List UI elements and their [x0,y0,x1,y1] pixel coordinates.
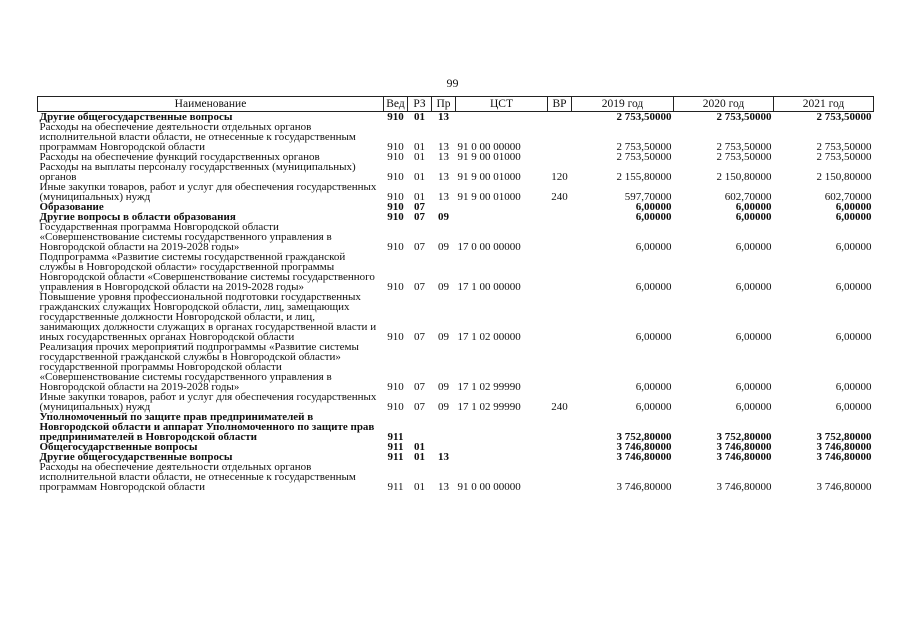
row-ved: 910 [387,401,404,413]
row-2021: 6,00000 [835,211,872,223]
row-cst: 17 1 02 99990 [457,401,521,413]
row-cst [456,112,548,123]
row-name: Расходы на обеспечение деятельности отдельных органов исполнительной власти области, не отнесенные к государственным программам Новгородской области [39,121,356,153]
header-ved: Вед [384,97,408,112]
row-rz: 07 [414,241,425,253]
row-2021: 3 746,80000 [816,441,872,453]
row-2021: 3 746,80000 [816,451,872,463]
row-2020: 2 753,50000 [716,111,772,123]
row-pr: 13 [438,171,449,183]
row-2019: 2 753,50000 [616,111,672,123]
row-pr: 09 [438,401,449,413]
row-2019: 6,00000 [635,381,672,393]
row-pr [432,412,456,442]
row-rz: 07 [414,201,425,213]
row-cst [456,202,548,212]
row-pr: 09 [438,281,449,293]
row-ved: 910 [387,151,404,163]
row-cst: 17 1 00 00000 [457,281,521,293]
row-pr: 09 [438,381,449,393]
row-pr: 09 [438,331,449,343]
row-2021: 6,00000 [835,381,872,393]
row-rz: 07 [414,211,425,223]
row-2020: 6,00000 [735,401,772,413]
table-row [38,292,874,342]
row-rz: 01 [414,481,425,493]
row-rz: 01 [414,191,425,203]
row-pr: 13 [438,481,449,493]
row-rz: 01 [414,441,425,453]
row-rz: 07 [414,331,425,343]
row-2020: 6,00000 [735,241,772,253]
row-2019: 6,00000 [635,201,672,213]
row-2020: 6,00000 [735,201,772,213]
row-rz [408,412,432,442]
row-name: Иные закупки товаров, работ и услуг для обеспечения государственных (муниципальных) нужд [39,181,377,203]
row-vr [548,222,572,252]
row-vr [548,112,572,123]
row-pr: 09 [438,241,449,253]
row-cst: 91 9 00 01000 [457,191,521,203]
row-2019: 597,70000 [624,191,672,203]
row-cst [456,412,548,442]
row-2020: 2 150,80000 [716,171,772,183]
header-rz: РЗ [408,97,432,112]
row-2019: 6,00000 [635,211,672,223]
row-2021: 6,00000 [835,201,872,213]
row-2019: 3 746,80000 [616,451,672,463]
row-2019: 6,00000 [635,241,672,253]
row-cst: 17 1 02 99990 [457,381,521,393]
row-2021: 2 753,50000 [816,151,872,163]
row-rz: 01 [414,451,425,463]
row-name: Другие общегосударственные вопросы [39,451,233,463]
row-name: Расходы на выплаты персоналу государственных (муниципальных) органов [39,161,356,183]
row-2021: 602,70000 [824,191,872,203]
row-2020: 3 746,80000 [716,441,772,453]
page-number: 99 [446,76,459,90]
row-ved: 911 [387,441,404,453]
row-2020: 6,00000 [735,281,772,293]
row-ved: 910 [387,211,404,223]
row-ved: 910 [387,201,404,213]
row-2020: 3 746,80000 [716,451,772,463]
row-2019: 6,00000 [635,401,672,413]
row-vr: 240 [551,401,568,413]
row-vr [548,252,572,292]
row-2020: 3 752,80000 [716,431,772,443]
table-row [38,252,874,292]
row-name: Другие общегосударственные вопросы [39,111,233,123]
row-pr: 13 [438,111,449,123]
row-ved: 910 [387,141,404,153]
row-name: Общегосударственные вопросы [39,441,198,453]
row-ved: 910 [387,381,404,393]
row-2019: 6,00000 [635,281,672,293]
header-2021: 2021 год [774,97,874,112]
row-name: Повышение уровня профессиональной подготовки государственных гражданских служащих Новгородской области, лиц, замещающих государственные должности Новгородской области, и лиц, занимающих должности служащих в органах государственной власти и иных государственных органах Новгородской области [39,291,377,343]
row-vr: 240 [551,191,568,203]
row-name: Подпрограмма «Развитие системы государственной гражданской службы в Новгородской области» государственной программы Новгородской области «Совершенствование системы государственного управления в Новгородской области на 2019-2028 годы» [39,251,375,293]
row-2019: 3 746,80000 [616,481,672,493]
row-cst [456,212,548,222]
row-2020: 6,00000 [735,211,772,223]
row-ved: 910 [387,241,404,253]
row-name: Иные закупки товаров, работ и услуг для обеспечения государственных (муниципальных) нужд [39,391,377,413]
row-name: Расходы на обеспечение деятельности отдельных органов исполнительной власти области, не отнесенные к государственным программам Новгородской области [39,461,356,493]
row-pr: 13 [438,451,449,463]
row-2021: 6,00000 [835,331,872,343]
row-vr [548,212,572,222]
row-name: Реализация прочих мероприятий подпрограммы «Развитие системы государственной гражданской службы в Новгородской области» государственной программы Новгородской области «Совершенствование системы государственного управления в Новгородской области на 2019-2028 годы» [39,341,359,393]
row-pr: 13 [438,151,449,163]
row-2020: 6,00000 [735,331,772,343]
row-2021: 6,00000 [835,401,872,413]
row-rz: 01 [414,151,425,163]
table-row [38,342,874,392]
row-2019: 3 752,80000 [616,431,672,443]
row-2019: 2 155,80000 [616,171,672,183]
row-name: Государственная программа Новгородской области «Совершенствование системы государственного управления в Новгородской области на 2019-2028 годы» [39,221,332,253]
row-2019: 3 746,80000 [616,441,672,453]
row-cst: 91 9 00 01000 [457,171,521,183]
row-2020: 6,00000 [735,381,772,393]
row-vr [548,452,572,462]
row-pr: 13 [438,191,449,203]
table-row [38,182,874,202]
row-rz: 07 [414,401,425,413]
row-2021: 6,00000 [835,241,872,253]
row-cst: 17 0 00 00000 [457,241,521,253]
row-2021: 3 746,80000 [816,481,872,493]
row-rz: 07 [414,381,425,393]
row-2019: 2 753,50000 [616,141,672,153]
row-cst [456,442,548,452]
table-row [38,222,874,252]
row-cst: 17 1 02 00000 [457,331,521,343]
row-vr: 120 [551,171,568,183]
row-ved: 911 [387,481,404,493]
row-cst: 91 0 00 00000 [457,141,521,153]
row-ved: 910 [387,331,404,343]
row-2021: 2 753,50000 [816,141,872,153]
row-2021: 3 752,80000 [816,431,872,443]
row-vr [548,122,572,152]
row-2020: 2 753,50000 [716,141,772,153]
row-ved: 910 [387,191,404,203]
row-pr: 09 [438,211,449,223]
row-2019: 2 753,50000 [616,151,672,163]
table-row [38,392,874,412]
header-cst: ЦСТ [456,97,548,112]
row-2020: 2 753,50000 [716,151,772,163]
row-vr [548,202,572,212]
budget-table [37,96,874,492]
row-vr [548,442,572,452]
header-vr: ВР [548,97,572,112]
table-row [38,162,874,182]
row-2021: 6,00000 [835,281,872,293]
header-name: Наименование [38,97,384,112]
row-2019: 6,00000 [635,331,672,343]
row-ved: 910 [387,111,404,123]
row-rz: 01 [414,111,425,123]
row-name: Уполномоченный по защите прав предпринимателей в Новгородской области и аппарат Уполномоченного по защите прав предпринимателей в Новгородской области [39,411,375,443]
row-vr [548,462,572,492]
row-ved: 911 [387,451,404,463]
row-pr: 13 [438,141,449,153]
header-2019: 2019 год [572,97,674,112]
row-vr [548,152,572,162]
table-row [38,412,874,442]
row-name: Образование [39,201,104,213]
row-name: Расходы на обеспечение функций государственных органов [39,151,320,163]
table-row [38,462,874,492]
row-ved: 910 [387,171,404,183]
row-2020: 602,70000 [724,191,772,203]
row-cst: 91 9 00 01000 [457,151,521,163]
row-ved: 910 [387,281,404,293]
row-2020: 3 746,80000 [716,481,772,493]
row-ved: 911 [387,431,404,443]
row-cst [456,452,548,462]
row-rz: 07 [414,281,425,293]
row-name: Другие вопросы в области образования [39,211,236,223]
row-vr [548,342,572,392]
header-pr: Пр [432,97,456,112]
row-2021: 2 150,80000 [816,171,872,183]
header-2020: 2020 год [674,97,774,112]
row-vr [548,292,572,342]
row-cst: 91 0 00 00000 [457,481,521,493]
row-rz: 01 [414,141,425,153]
row-rz: 01 [414,171,425,183]
table-header-row [38,97,874,112]
row-vr [548,412,572,442]
row-2021: 2 753,50000 [816,111,872,123]
table-row [38,122,874,152]
